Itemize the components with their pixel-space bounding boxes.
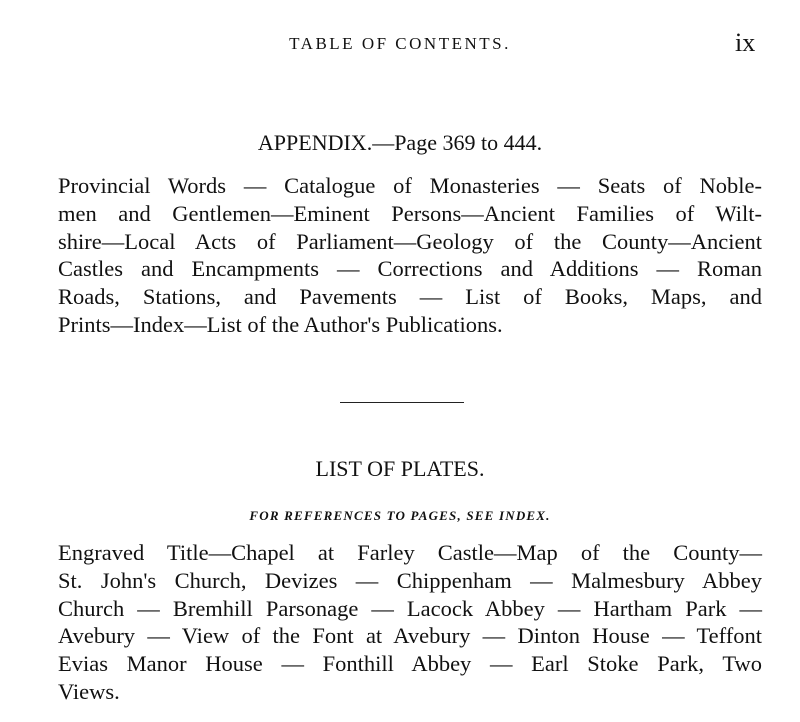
text-line: Church — Bremhill Parsonage — Lacock Abbey — Hartham Park — [58, 595, 762, 621]
text-line: Views. [58, 678, 120, 704]
text-line: Avebury — View of the Font at Avebury — Dinton House — Teffont [58, 623, 762, 649]
plates-note: FOR REFERENCES TO PAGES, SEE INDEX. [249, 508, 551, 523]
text-line: men and Gentlemen—Eminent Persons—Ancient Families of Wilt- [58, 200, 762, 226]
appendix-heading: APPENDIX.—Page 369 to 444. [257, 130, 543, 155]
appendix-paragraph [58, 172, 762, 339]
page-number: ix [735, 28, 756, 57]
text-line: Engraved Title—Chapel at Farley Castle—Map of the County— [58, 540, 762, 565]
section-divider [340, 402, 464, 403]
text-line: Evias Manor House — Fonthill Abbey — Earl Stoke Park, Two [58, 651, 762, 677]
plates-paragraph [58, 539, 762, 706]
text-line: Provincial Words — Catalogue of Monasteries — Seats of Noble- [58, 173, 762, 198]
text-line: St. John's Church, Devizes — Chippenham — Malmesbury Abbey [58, 567, 762, 593]
text-line: Castles and Encampments — Corrections and Additions — Roman [58, 256, 762, 282]
running-title: TABLE OF CONTENTS. [289, 34, 511, 53]
text-line: shire—Local Acts of Parliament—Geology of the County—Ancient [58, 228, 762, 254]
plates-heading: LIST OF PLATES. [315, 456, 485, 481]
text-line: Prints—Index—List of the Author's Publications. [58, 311, 503, 337]
text-line: Roads, Stations, and Pavements — List of Books, Maps, and [58, 284, 762, 310]
